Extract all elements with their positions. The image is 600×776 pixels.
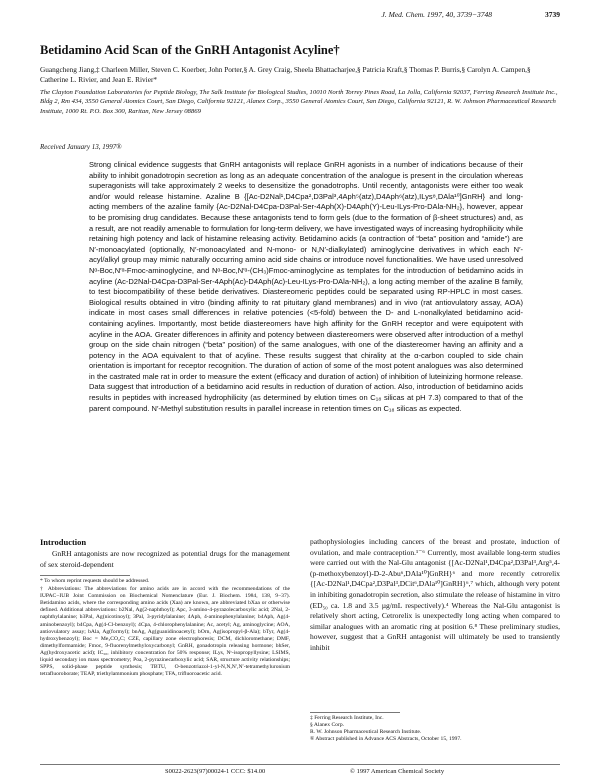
footnotes-right <box>310 715 560 743</box>
affiliations: The Clayton Foundation Laboratories for Peptide Biology, The Salk Institute for Biological Studies, 10010 North Torrey Pines Road, La Jolla, California 92037, Ferring Research Institute Inc., Bldg 2, Rm 434, 3550 General Atomics Court, San Diego, California 92121, Alanex Corp., 3550 General Atomics Court, San Diego, California 92121, R. W. Johnson Pharmaceutical Research Institute, 1000 Rt. P.O. Box 300, Raritan, New Jersey 08869 <box>40 89 558 115</box>
copyright-notice: © 1997 American Chemical Society <box>350 768 445 775</box>
introduction-paragraph-start: GnRH antagonists are now recognized as potential drugs for the management of sex steroid-dependent <box>40 549 290 569</box>
running-head <box>40 10 560 22</box>
publication-code: S0022-2623(97)00024-1 CCC: $14.00 <box>165 768 266 775</box>
footnote-item: ‡ Ferring Research Institute, Inc. <box>310 715 384 721</box>
footer-rule <box>40 764 560 765</box>
received-date: Received January 13, 1997® <box>40 143 122 151</box>
footnote-item: † Abbreviations: The abbreviations for amino acids are in accord with the recommendations of the IUPAC−IUB Joint Commission on Biochemical Nomenclature (Eur. J. Biochem. 1984, 138, 9−37). Betidamino acids, where the corresponding amino acids (Xaa) are known, are abbreviated bXaa or otherwise defined. Additional abbreviations: b2Nal, Ag(2-naphthoyl); Apc, 3-amino-4-pyrazolecarboxylic acid; 2Nal, 2-naphthylalanine; b3Pal, Ag(nicotinoyl); 3Pal, 3-pyridylalanine; 4Aph, 4-aminophenylalanine; b4Aph, Ag(4-aminobenzoyl); b4Cpa, Ag(4-Cl-benzoyl); 4Cpa, 4-chlorophenylalanine; Ac, acetyl; Ag, aminoglycine; AOA, antiovulatory assay; bAla, Ag(formyl); bnAg, Ag(guanidinoacetyl); bOrn, Ag(isopropyl-β-Ala); bTyr, Ag(4-hydroxybenzoyl); Boc = Me₃CO₂C; CZE, capillary zone electrophoresis; DCM, dichloromethane; DMF, dimethylformamide; Fmoc, 9-fluorenylmethyloxycarbonyl; GnRH, gonadotropin releasing hormone; bhSer, Ag(hydroxyacetic acid); IC₅₀, inhibitory concentration for 50% response; ILys, Nᵋ-isopropyllysine; LSIMS, liquid secondary ion mass spectrometry; Poa, 2-pyrazinecarboxylic acid; SAR, structure activity relationships; SPPS, solid-phase peptide synthesis; TBTU, O-benzotriazol-1-yl-N,N,N′,N′-tetramethyluronium tetrafluoroborate; TEAP, triethylammonium phosphate; TFA, trifluoroacetic acid. <box>40 586 290 678</box>
introduction-paragraph-continued: pathophysiologies including cancers of the breast and prostate, induction of ovulation, and male contraception.¹⁻⁶ Currently, most available long-term studies were carried out with the Nal-Glu antagonist {[Ac-D2Nal¹,D4Cpa²,D3Pal³,Arg⁵,4-(p-methoxybenzoyl)-D-2-Abu⁶,DAla¹⁰]GnRH}⁶ and more recently cetrorelix {[Ac-D2Nal¹,D4Cpa²,D3Pal³,DCit⁶,DAla¹⁰]GnRH}⁶,⁷ which, although very potent in inhibiting gonadotropin secretion, also stimulate the release of histamine in vitro (ED₅₀ ca. 1.8 and 3.5 µg/mL respectively).⁴ Whereas the Nal-Glu antagonist is relatively short acting, Cetrorelix is unexpectedly long acting when compared to similar analogues with an aromatic ring at position 6.⁸ These preliminary studies, however, suggest that a GnRH antagonist will ultimately be used to transiently inhibit <box>310 537 560 652</box>
footnote-item: § Alanex Corp. <box>310 722 345 729</box>
article-title: Betidamino Acid Scan of the GnRH Antagonist Acyline† <box>40 43 340 57</box>
footnote-divider <box>310 712 400 713</box>
right-column <box>310 537 560 654</box>
footnotes-left <box>40 578 290 679</box>
footnote-item: ® Abstract published in Advance ACS Abstracts, October 15, 1997. <box>310 736 462 743</box>
page-number: 3739 <box>545 10 560 19</box>
footnote-item: R. W. Johnson Pharmaceutical Research Institute. <box>310 729 422 736</box>
abstract: Strong clinical evidence suggests that GnRH antagonists will replace GnRH agonists in a number of indications because of their ability to inhibit gonadotropin secretion as long as an adequate concentration of the analogue is present in the circulation whereas superagonists will take approximately 2 weeks to desensitize the gonadotrophs. Until recently, antagonists were either too weak and/or would release histamine. Azaline B {[Ac-D2Nal¹,D4Cpa²,D3Pal³,4Aph⁵(atz),D4Aph⁶(atz),ILys⁸,DAla¹⁰]GnRH} and long-acting members of the azaline family {Ac-D2Nal-D4Cpa-D3Pal-Ser-4Aph(X)-D4Aph(Y)-Leu-ILys-Pro-DAla-NH₂}, however, appear to be promising drug candidates. Because these antagonists tend to form gels (due to the formation of β-sheet structures) and, as a result, are not readily amenable to formulation for long-term delivery, we have investigated ways of increasing hydrophilicity while retaining high potency and lack of histamine releasing activity. Betidamino acids (a contraction of “beta” position and “amide”) are N′-monoacylated (optionally, N′-monoacylated and N-mono- or N,N′-dialkylated) aminoglycine derivatives in which each N′-acyl/alkyl group may mimic naturally occurring amino acid side chains or introduce novel functionalities. We have used unresolved Nᵅ-Boc,N′ᵅ-Fmoc-aminoglycine, and Nᵅ-Boc,N′ᵅ-(CH₃)Fmoc-aminoglycine as templates for the introduction of betidamino acids in acyline (Ac-D2Nal-D4Cpa-D3Pal-Ser-4Aph(Ac)-D4Aph(Ac)-Leu-ILys-Pro-DAla-NH₂), a long acting member of the azaline B family, to test biocompatibility of these betide derivatives. Diastereomeric peptides could be separated using RP-HPLC in most cases. Biological results obtained in vitro (binding affinity to rat pituitary gland membranes) and in vivo (rat antiovulatory assay, AOA) indicate in most cases small differences in relative potencies (<5-fold) between the D- and L-nonalkylated betidamino acid-containing acylines. Importantly, most betide diastereomers have high affinity for the GnRH receptor and were equipotent with acyline in the AOA. Greater differences in affinity and potency between diastereomers were observed after introduction of a methyl group on the side chain nitrogen (“beta” position) of the same analogues, with one of the diastereomer having an affinity and a potency in the AOA equivalent to that of acyline. These results suggest that chirality at the α-carbon coupled to side chain orientation is important for receptor recognition. The duration of action of some of the most potent analogues was also determined in the castrated male rat in order to measure the extent (efficacy and duration of action) of inhibition of luteinizing hormone release. Data suggest that introduction of a betidamino acid results in reduction of duration of action. Also, introduction of betidamino acids results in peptides with increased hydrophilicity (as determined by elution times on C₁₈ silicas at pH 7.3) compared to that of the parent compound. N′-Methyl substitution results in parallel increase in retention times on C₁₈ silicas as expected. <box>89 160 523 413</box>
left-column <box>40 537 290 570</box>
journal-citation: J. Med. Chem. 1997, 40, 3739−3748 <box>381 10 492 19</box>
footnote-item: * To whom reprint requests should be addressed. <box>40 578 150 584</box>
section-heading-introduction: Introduction <box>40 537 87 547</box>
footnote-divider <box>40 575 130 576</box>
author-list: Guangcheng Jiang,‡ Charleen Miller, Steven C. Koerber, John Porter,§ A. Grey Craig, Sheela Bhattacharjee,§ Patricia Kraft,§ Thomas P. Burris,§ Carolyn A. Campen,§ Catherine L. Rivier, and Jean E. Rivier* <box>40 65 531 84</box>
